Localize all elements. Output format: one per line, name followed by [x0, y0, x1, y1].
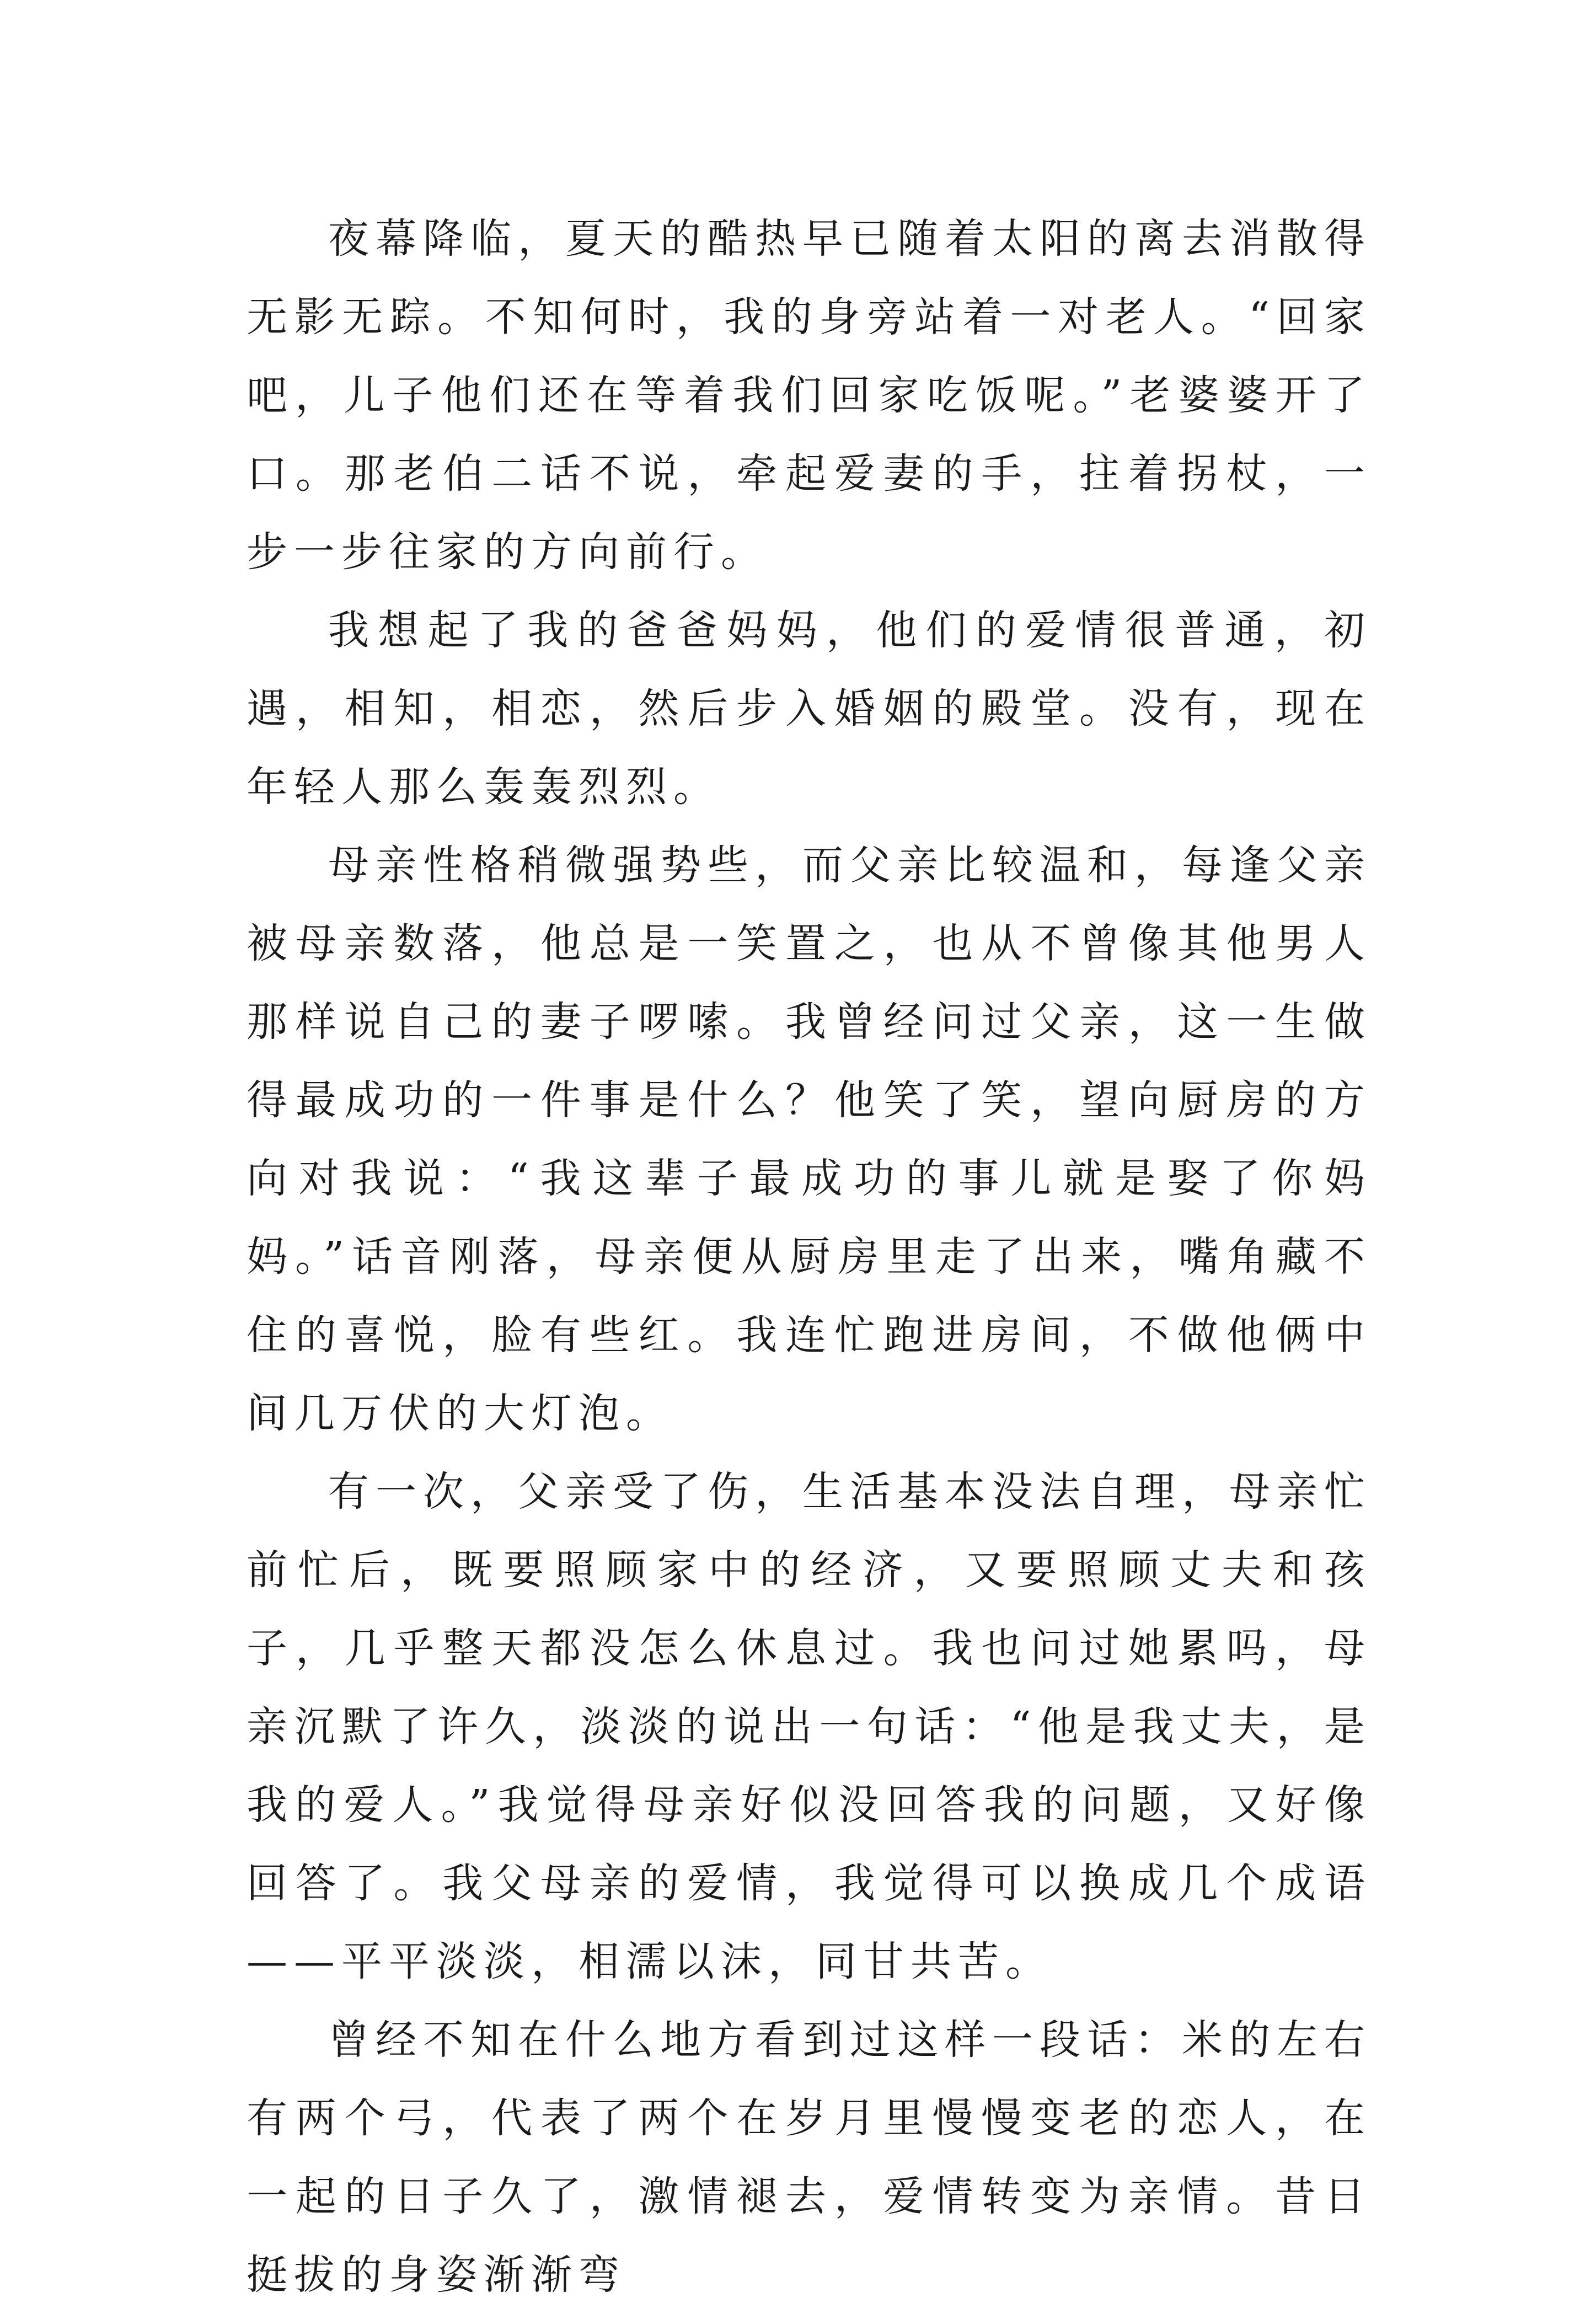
paragraph-3: 母亲性格稍微强势些，而父亲比较温和，每逢父亲被母亲数落，他总是一笑置之，也从不曾像其他男人那样说自己的妻子啰嗦。我曾经问过父亲，这一生做得最成功的一件事是什么？他笑了笑，望向厨房的方向对我说：“我这辈子最成功的事儿就是娶了你妈妈。”话音刚落，母亲便从厨房里走了出来，嘴角藏不住的喜悦，脸有些红。我连忙跑进房间，不做他俩中间几万伏的大灯泡。 [247, 842, 1372, 1437]
paragraph-4: 有一次，父亲受了伤，生活基本没法自理，母亲忙前忙后，既要照顾家中的经济，又要照顾丈夫和孩子，几乎整天都没怎么休息过。我也问过她累吗，母亲沉默了许久，淡淡的说出一句话：“他是我丈夫，是我的爱人。”我觉得母亲好似没回答我的问题，又好像回答了。我父母亲的爱情，我觉得可以换成几个成语——平平淡淡，相濡以沫，同甘共苦。 [247, 1468, 1372, 1985]
paragraph-1: 夜幕降临，夏天的酷热早已随着太阳的离去消散得无影无踪。不知何时，我的身旁站着一对老人。“回家吧，儿子他们还在等着我们回家吃饭呢。”老婆婆开了口。那老伯二话不说，牵起爱妻的手，拄着拐杖，一步一步往家的方向前行。 [247, 215, 1372, 576]
paragraph-5: 曾经不知在什么地方看到过这样一段话：米的左右有两个弓，代表了两个在岁月里慢慢变老的恋人，在一起的日子久了，激情褪去，爱情转变为亲情。昔日挺拔的身姿渐渐弯 [247, 2016, 1372, 2299]
paragraph-2: 我想起了我的爸爸妈妈，他们的爱情很普通，初遇，相知，相恋，然后步入婚姻的殿堂。没有，现在年轻人那么轰轰烈烈。 [247, 607, 1372, 811]
document-body [247, 200, 1372, 2314]
